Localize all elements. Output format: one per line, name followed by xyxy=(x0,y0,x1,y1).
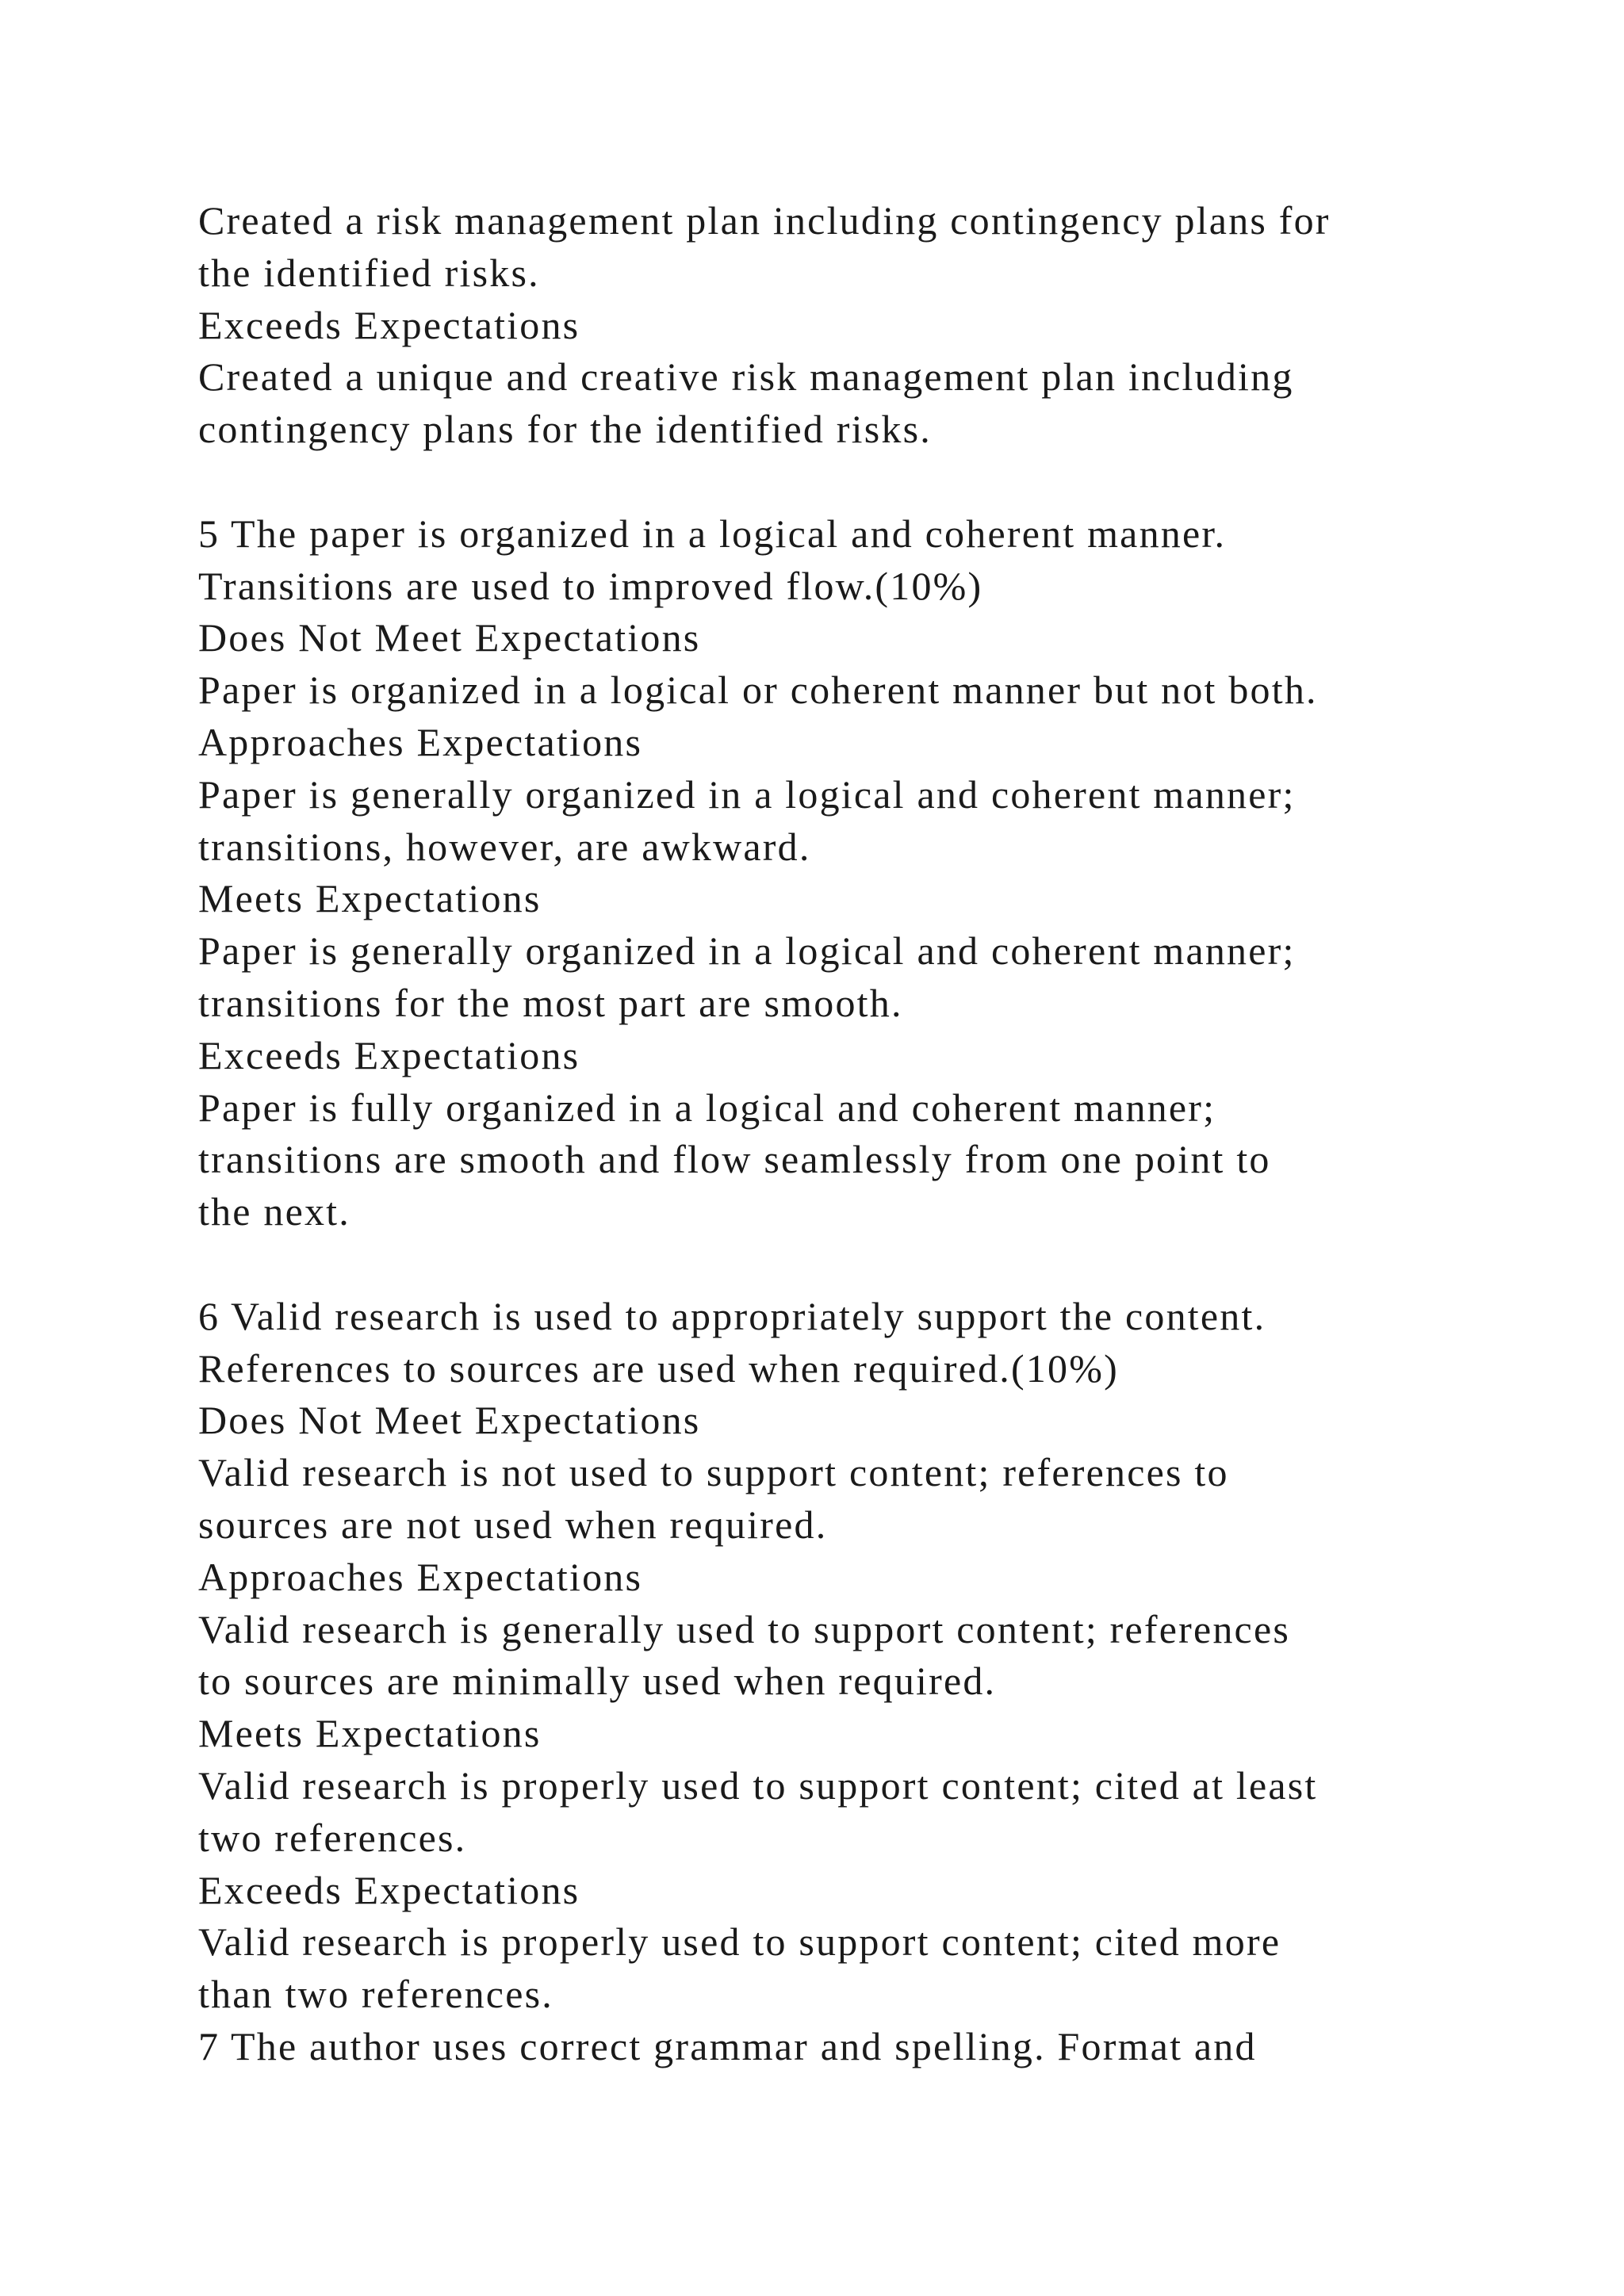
rating-heading: Meets Expectations xyxy=(198,1711,542,1756)
text-line: transitions for the most part are smooth. xyxy=(198,980,903,1025)
text-line: Valid research is generally used to support content; references xyxy=(198,1606,1291,1651)
text-line: two references. xyxy=(198,1815,467,1860)
rating-heading: Approaches Expectations xyxy=(198,719,643,764)
criterion-6-title: References to sources are used when required.(10%) xyxy=(198,1345,1119,1391)
text-line: Paper is generally organized in a logical and coherent manner; xyxy=(198,771,1296,817)
rating-heading: Exceeds Expectations xyxy=(198,1867,580,1912)
criterion-5-title: 5 The paper is organized in a logical and coherent manner. xyxy=(198,511,1227,556)
text-line: the next. xyxy=(198,1189,350,1234)
text-line: the identified risks. xyxy=(198,250,540,295)
text-line: Paper is fully organized in a logical and coherent manner; xyxy=(198,1085,1216,1130)
text-line: transitions, however, are awkward. xyxy=(198,824,811,869)
blank-line xyxy=(198,1238,1499,1291)
rating-heading: Approaches Expectations xyxy=(198,1554,643,1599)
rating-heading: Does Not Meet Expectations xyxy=(198,615,701,660)
text-line: to sources are minimally used when required. xyxy=(198,1659,997,1704)
text-line: sources are not used when required. xyxy=(198,1502,828,1547)
rating-heading: Does Not Meet Expectations xyxy=(198,1398,701,1443)
text-line: than two references. xyxy=(198,1972,553,2017)
criterion-5-title: Transitions are used to improved flow.(10%) xyxy=(198,563,983,608)
criterion-7-title: 7 The author uses correct grammar and spelling. Format and xyxy=(198,2023,1257,2068)
text-line: Created a unique and creative risk management plan including xyxy=(198,354,1294,400)
rating-heading: Meets Expectations xyxy=(198,876,542,921)
text-line: transitions are smooth and flow seamlessly from one point to xyxy=(198,1137,1271,1182)
text-line: Valid research is properly used to support content; cited more xyxy=(198,1919,1281,1965)
text-line: Created a risk management plan including contingency plans for xyxy=(198,198,1331,243)
rating-heading: Exceeds Expectations xyxy=(198,1032,580,1077)
text-line: Valid research is not used to support content; references to xyxy=(198,1450,1229,1495)
blank-line xyxy=(198,456,1499,508)
rating-heading: Exceeds Expectations xyxy=(198,302,580,347)
document-text xyxy=(198,195,1499,2073)
text-line: contingency plans for the identified risks. xyxy=(198,407,932,452)
text-line: Valid research is properly used to support content; cited at least xyxy=(198,1762,1318,1808)
text-line: Paper is organized in a logical or coherent manner but not both. xyxy=(198,668,1318,713)
text-line: Paper is generally organized in a logical and coherent manner; xyxy=(198,928,1296,974)
criterion-6-title: 6 Valid research is used to appropriately support the content. xyxy=(198,1293,1266,1338)
